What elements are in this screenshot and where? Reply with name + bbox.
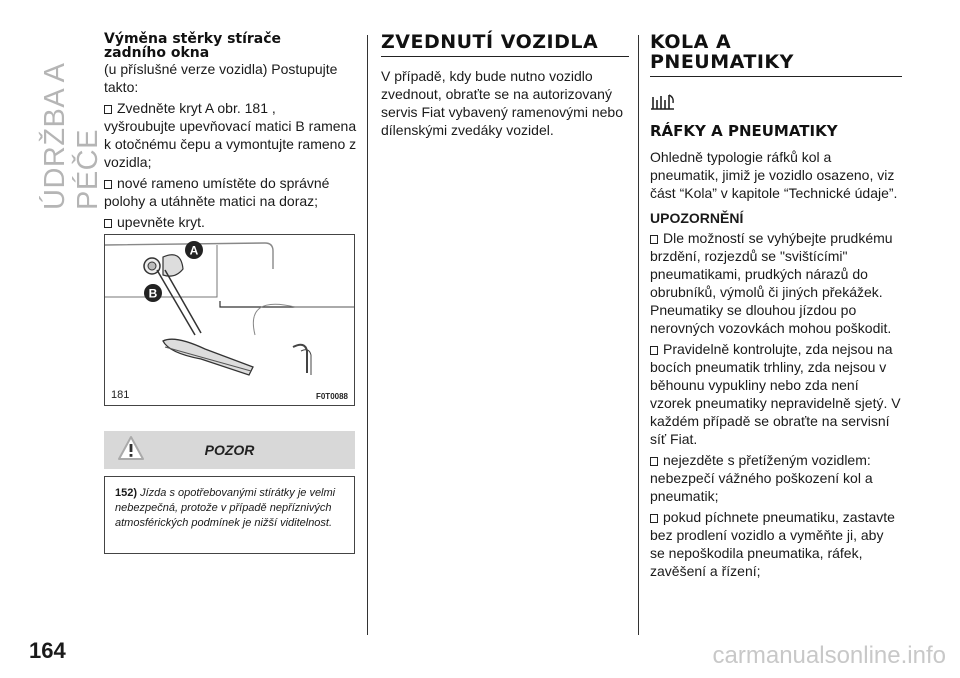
intro-text: Ohledně typologie ráfků kol a pneumatik, jimiž je vozidlo osazeno, viz část “Kola” v kapitole “Technické údaje”. [650,149,898,201]
warning-title: POZOR [204,442,255,458]
intro-text: (u příslušné verze vozidla) Postupujte takto: [104,61,338,95]
bullet-box-icon [650,514,658,523]
wiper-illustration [105,235,354,385]
column-divider [367,35,368,635]
section-heading: ZVEDNUTÍ VOZIDLA [381,31,599,53]
list-item [104,99,358,117]
section-heading-line2: zadního okna [104,45,210,61]
list-item-text: upevněte kryt. [117,214,205,230]
bullet-box-icon [104,219,112,228]
column-divider [638,35,639,635]
heading-block [381,32,629,57]
figure-wiper-arm [104,234,355,406]
list-item-text: Pravidelně kontrolujte, zda nejsou na bocích pneumatik trhliny, zda nejsou v běhounu vypukliny nebo zda není vzorek pneumatiky nepravidelně sjetý. V každém případě se obraťte na servisní síť Fiat. [650,341,901,447]
column-wheels-tyres [650,32,902,580]
section-heading-line2: PNEUMATIKY [650,51,794,73]
warning-header [104,431,355,469]
list-item [650,451,902,505]
page-number: 164 [29,638,66,663]
bullet-box-icon [650,457,658,466]
list-item [650,508,902,580]
warning-label: UPOZORNĚNÍ [650,210,744,226]
list-item-continuation: vyšroubujte upevňovací matici B ramena k otočnému čepu a vymontujte rameno z vozidla; [104,118,357,170]
section-heading: Výměna stěrky stírače [104,31,282,47]
warning-text: Jízda s opotřebovanými stírátky je velmi nebezpečná, protože v případě nepříznivých atmosférických podmínek je nižší viditelnost. [115,487,336,529]
list-item-text: pokud píchnete pneumatiku, zastavte bez prodlení vozidlo a vyměňte ji, aby se nepoškodila pneumatika, ráfek, zavěšení a řízení; [650,509,895,579]
heading-block [650,32,902,77]
list-item-text: Dle možností se vyhýbejte prudkému brzdění, rozjezdů se "svištícími" pneumatikami, prudkých nárazů do obrubníků, výmolů či jiných překážek. Pneumatiky se dlouhou jízdou po nerovných vozovkách mohou poškodit. [650,230,893,336]
column-wiper-blade [104,32,358,231]
figure-number: 181 [111,389,130,401]
section-heading: KOLA A [650,31,732,53]
body-text: V případě, kdy bude nutno vozidlo zvednout, obraťte se na autorizovaný servis Fiat vybavený ramenovými nebo dílenskými zvedáky vozidel. [381,68,623,138]
list-item [650,229,902,337]
list-item [650,340,902,448]
column-vehicle-lifting [381,32,629,139]
figure-code: F0T0088 [315,392,348,401]
warning-ref: 152) [115,487,138,499]
bullet-box-icon [104,180,112,189]
callout-b: B [148,286,158,301]
callout-a: A [189,243,199,258]
sub-heading: RÁFKY A PNEUMATIKY [650,122,838,140]
tyre-pressure-icon [650,91,676,111]
watermark: carmanualsonline.info [712,642,946,669]
bullet-box-icon [650,235,658,244]
bullet-box-icon [650,346,658,355]
list-item-text: Zvedněte kryt A obr. 181 , [117,100,276,116]
side-chapter-title: ÚDRŽBA A PÉČE [39,64,104,210]
warning-body [104,476,355,554]
list-item-text: nové rameno umístěte do správné polohy a utáhněte matici na doraz; [104,175,330,209]
list-item [104,174,358,210]
bullet-box-icon [104,105,112,114]
list-item-text: nejezděte s přetíženým vozidlem: nebezpečí vážného poškození kol a pneumatik; [650,452,873,504]
list-item [104,213,358,231]
